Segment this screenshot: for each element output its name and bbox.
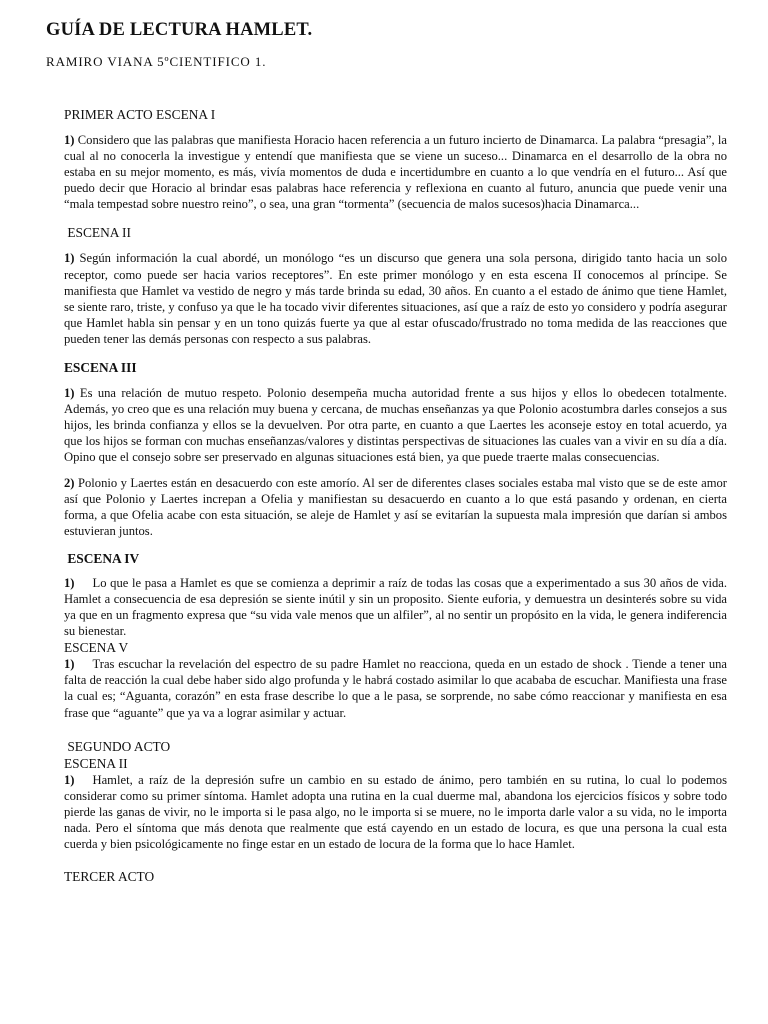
paragraph-answer xyxy=(64,385,727,465)
section-heading-escena-v: ESCENA V xyxy=(64,640,129,656)
paragraph-answer xyxy=(64,575,727,639)
section-heading-primer-acto-escena-i: PRIMER ACTO ESCENA I xyxy=(64,107,216,122)
answer-text: Tras escuchar la revelación del espectro de su padre Hamlet no reacciona, queda en un estado de shock . Tiende a tener una falta de reacción la cual debe haber sido algo profunda y le habrá costado asimilar lo que acababa de escuchar. Manifiesta una frase la cual es; “Aguanta, corazón” en esta frase describe lo que a le pasa, se sorprende, no sabe cómo reaccionar y manifiesta en esa frase que “aguante” que ya va a lograr asimilar y actuar. xyxy=(64,657,727,720)
document-body xyxy=(64,106,727,885)
section-heading-escena-iv: ESCENA IV xyxy=(64,550,140,566)
answer-number: 2) xyxy=(64,475,75,490)
section-heading-escena-ii-acto-2: ESCENA II xyxy=(64,755,128,771)
answer-number: 1) xyxy=(64,251,75,266)
paragraph-answer xyxy=(64,772,727,852)
paragraph-answer xyxy=(64,250,727,347)
author-line: RAMIRO VIANA 5ºCIENTIFICO 1. xyxy=(46,54,267,69)
section-heading-tercer-acto: TERCER ACTO xyxy=(64,869,155,885)
answer-text: Es una relación de mutuo respeto. Polonio desempeña mucha autoridad frente a sus hijos y ellos lo obedecen totalmente. Además, yo creo que es una relación muy buena y cercana, de muchas enseñanzas ya que Polonio acostumbra darles consejos a sus hijos, les brinda confianza y ellos se la devuelven. Por otra parte, en cuanto a que Laertes les aconseje estoy en total acuerdo, ya que los hijos se forman con muchas enseñanzas/valores y distintas perspectivas de situaciones las cuales van a vivir en su día a día. Opino que el consejo sobre ser preservado en algunas situaciones está bien, ya que puede traerte malas consecuencias. xyxy=(64,386,727,465)
section-heading-escena-ii: ESCENA II xyxy=(64,225,131,241)
answer-text: Polonio y Laertes están en desacuerdo con este amorío. Al ser de diferentes clases sociales estaba mal visto que se de este amor así que Polonio y Laertes increpan a Ofelia y manifiestan su desacuerdo en cuanto a lo que está pasando y ordenan, en cierta forma, a que Ofelia acabe con esta situación, se aleje de Hamlet y así se evitarían la supuesta mala impresión que darían si ambos estuvieran juntos. xyxy=(64,475,727,538)
answer-number: 1) xyxy=(64,575,75,590)
answer-text: Lo que le pasa a Hamlet es que se comienza a deprimir a raíz de todas las cosas que a experimentado a sus 30 años de vida. Hamlet a consecuencia de esa depresión se siente inútil y sin un proposito. Siente euforia, y demuestra un desinterés sobre su vida ya que en un fragmento expresa que “su vida vale menos que un alfiler”, al no sentir un propósito en la vida, le genera indiferencia su bienestar. xyxy=(64,575,727,639)
answer-text: Hamlet, a raíz de la depresión sufre un cambio en su estado de ánimo, pero también en su rutina, lo cual lo podemos considerar como su primer síntoma. Hamlet adopta una rutina en la cual duerme mal, abandona los ejercicios físicos y sobre todo pierde las ganas de vivir, no le importa si le pasa algo, no le importa si se muere, no le importa darle valor a su vida, no le importa nada. Pero el síntoma que más denota que realmente que está cayendo en un estado de locura, es que una persona la cual esta cuerda y bien psicológicamente no finge estar en un estado de locura de la forma que lo hace Hamlet. xyxy=(64,772,727,851)
answer-number: 1) xyxy=(64,386,75,401)
paragraph-answer xyxy=(64,132,727,212)
answer-number: 1) xyxy=(64,133,75,147)
document-title: GUÍA DE LECTURA HAMLET. xyxy=(46,20,313,40)
paragraph-answer xyxy=(64,475,727,539)
answer-text: Considero que las palabras que manifiesta Horacio hacen referencia a un futuro incierto de Dinamarca. La palabra “presagia”, la cual al no conocerla la investigue y entendí que manifiesta que se viene un suceso... Dinamarca en el desarrollo de la obra no estaba en su mejor momento, es más, vivía momentos de duda e incertidumbre en cuanto a lo que vendría en el futuro... Así que puedo decir que Horacio al brindar esas palabras hace referencia y reflexiona en cuanto al futuro, anuncia que puede venir una “mala tempestad sobre nuestro reino”, o sea, una gran “tormenta” (secuencia de malos sucesos)hacia Dinamarca... xyxy=(64,133,727,212)
answer-text: Según información la cual abordé, un monólogo “es un discurso que genera una sola persona, dirigido tanto hacia un solo receptor, como puede ser hacia varios receptores”. En este primer monólogo y en esta escena II conocemos al príncipe. Se manifiesta que Hamlet va vestido de negro y más tarde brinda su edad, 30 años. En cuanto a el estado de ánimo que tiene Hamlet, se siente raro, triste, y confuso ya que le ha tocado vivir diferentes situaciones, así que a raíz de esto yo considero y podría asegurar que Hamlet habla sin pensar y en un tono quizás fuerte ya que al estar ofuscado/frustrado no toma medida de las reacciones que pueden tener las demás personas con respecto a sus palabras. xyxy=(64,251,727,346)
section-heading-escena-iii: ESCENA III xyxy=(64,360,137,376)
section-heading-segundo-acto: SEGUNDO ACTO xyxy=(64,738,171,754)
answer-number: 1) xyxy=(64,772,75,787)
answer-number: 1) xyxy=(64,657,75,672)
paragraph-answer xyxy=(64,656,727,720)
